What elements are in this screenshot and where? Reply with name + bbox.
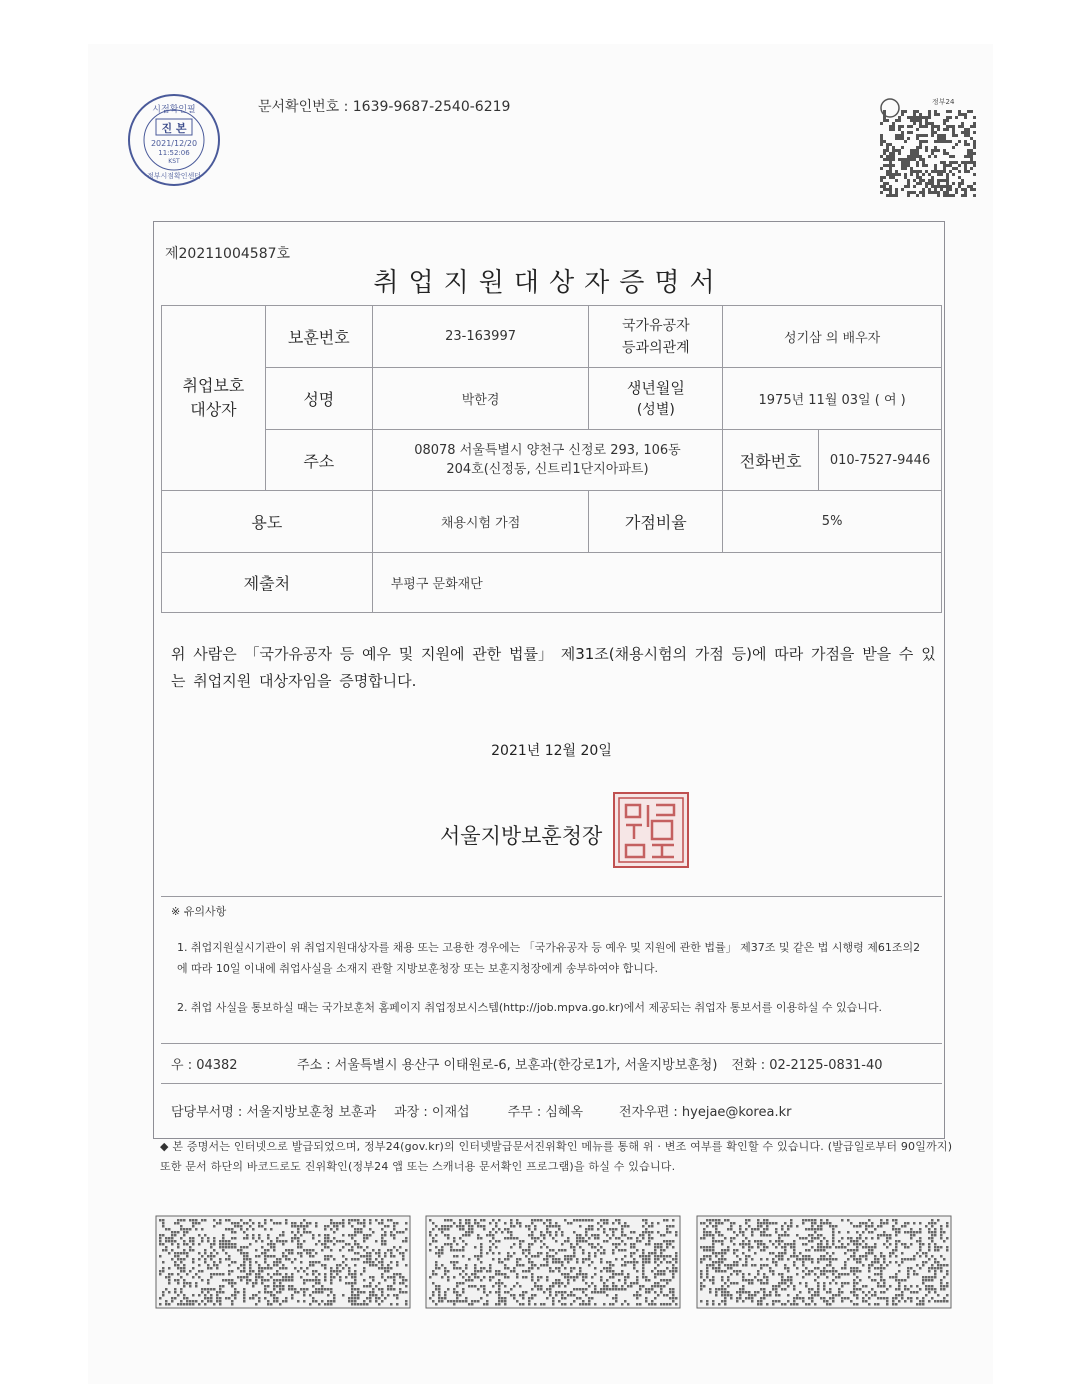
- address-line1: 08078 서울특별시 양천구 신정로 293, 106동: [414, 443, 681, 458]
- reward-no-label: 보훈번호: [265, 306, 372, 368]
- submit-label: 제출처: [162, 553, 373, 613]
- section-label-text: 취업보호 대상자: [182, 376, 245, 419]
- note-item-2: 2. 취업 사실을 통보하실 때는 국가보훈처 홈페이지 취업정보시스템(http://job.mpva.go.kr)에서 제공되는 취업자 통보서를 이용하실 수 있습니다.: [177, 1001, 883, 1014]
- bonus-value: 5%: [723, 491, 942, 553]
- certification-statement: 위 사람은 「국가유공자 등 예우 및 지원에 관한 법률」 제31조(채용시험의 가점 등)에 따라 가점을 받을 수 있는 취업지원 대상자임을 증명합니다.: [171, 645, 936, 690]
- submit-value: 부평구 문화재단: [372, 553, 941, 613]
- note-item-1: 1. 취업지원실시기관이 위 취업지원대상자를 채용 또는 고용한 경우에는 「국가유공자 등 예우 및 지원에 관한 법률」 제37조 및 같은 법 시행령 제61조의2에 따라 10일 이내에 취업사실을 소재지 관할 지방보훈청장 또는 보훈지청장에게 송부하여야 합니다.: [177, 941, 921, 975]
- qr-label: 정부24: [932, 98, 955, 106]
- contact-dept-line: [171, 1101, 931, 1120]
- divider: [161, 1083, 942, 1084]
- issuer-name: 서울지방보훈청장: [440, 824, 603, 848]
- name-label: 성명: [265, 368, 372, 430]
- seal-center-text: 진 본: [161, 122, 187, 135]
- contact-address-line: [171, 1054, 931, 1073]
- issue-date: 2021년 12월 20일: [491, 743, 612, 759]
- purpose-value: 채용시험 가점: [372, 491, 589, 553]
- notes-title: ※ 유의사항: [171, 905, 227, 918]
- officer-name: 주무 : 심혜옥: [507, 1105, 584, 1120]
- divider: [161, 896, 942, 897]
- birth-value: 1975년 11월 03일 ( 여 ): [723, 368, 942, 430]
- manager-name: 과장 : 이재섭: [394, 1105, 470, 1120]
- section-label: [162, 306, 266, 491]
- barcode-2: [425, 1215, 681, 1309]
- birth-label: [589, 368, 723, 430]
- dept-name: 담당부서명 : 서울지방보훈청 보훈과: [171, 1105, 377, 1120]
- birth-label-line2: (성별): [636, 401, 675, 418]
- seal-time: 11:52:06: [158, 149, 190, 157]
- postal-code: 우 : 04382: [171, 1058, 238, 1073]
- name-value: 박한경: [372, 368, 589, 430]
- seal-tz: KST: [168, 158, 180, 165]
- info-table: [161, 305, 942, 613]
- barcode-1: [155, 1215, 411, 1309]
- official-stamp: [612, 791, 690, 869]
- contact-phone: 전화 : 02-2125-0831-40: [731, 1058, 883, 1073]
- bonus-label: 가점비율: [589, 491, 723, 553]
- relation-label-line2: 등과의관계: [622, 339, 690, 356]
- address-line2: 204호(신정동, 신트리1단지아파트): [446, 462, 649, 477]
- seal-top-text: 시점확인필: [152, 105, 196, 115]
- address-label: 주소: [265, 430, 372, 491]
- barcode-3: [696, 1215, 952, 1309]
- divider: [161, 1043, 942, 1044]
- phone-label: 전화번호: [723, 430, 819, 491]
- relation-value: 성기삼 의 배우자: [723, 306, 942, 368]
- seal-date: 2021/12/20: [150, 139, 198, 148]
- qr-code: [876, 96, 976, 198]
- contact-address: 주소 : 서울특별시 용산구 이태원로-6, 보훈과(한강로1가, 서울지방보훈청): [297, 1058, 718, 1073]
- phone-value: 010-7527-9446: [819, 430, 942, 491]
- document-confirm-number: 문서확인번호 : 1639-9687-2540-6219: [258, 99, 511, 115]
- seal-bottom-text: 정부시점확인센터: [146, 172, 202, 180]
- relation-label: [589, 306, 723, 368]
- verification-seal: [126, 92, 222, 188]
- reward-no-value: 23-163997: [372, 306, 589, 368]
- birth-label-line1: 생년월일: [626, 378, 685, 397]
- registration-number: 제20211004587호: [165, 246, 291, 262]
- purpose-label: 용도: [162, 491, 373, 553]
- relation-label-line1: 국가유공자: [622, 317, 690, 334]
- address-value: [372, 430, 723, 491]
- contact-email: 전자우편 : hyejae@korea.kr: [619, 1105, 792, 1120]
- document-title: 취업지원대상자증명서: [373, 268, 725, 298]
- footer-note: ◆ 본 증명서는 인터넷으로 발급되었으며, 정부24(gov.kr)의 인터넷발급문서진위확인 메뉴를 통해 위 · 변조 여부를 확인할 수 있습니다. (발급일로부터 90일까지) 또한 문서 하단의 바코드로도 진위확인(정부24 앱 또는 스캐너용 문서확인 프로그램)을 하실 수 있습니다.: [160, 1140, 953, 1173]
